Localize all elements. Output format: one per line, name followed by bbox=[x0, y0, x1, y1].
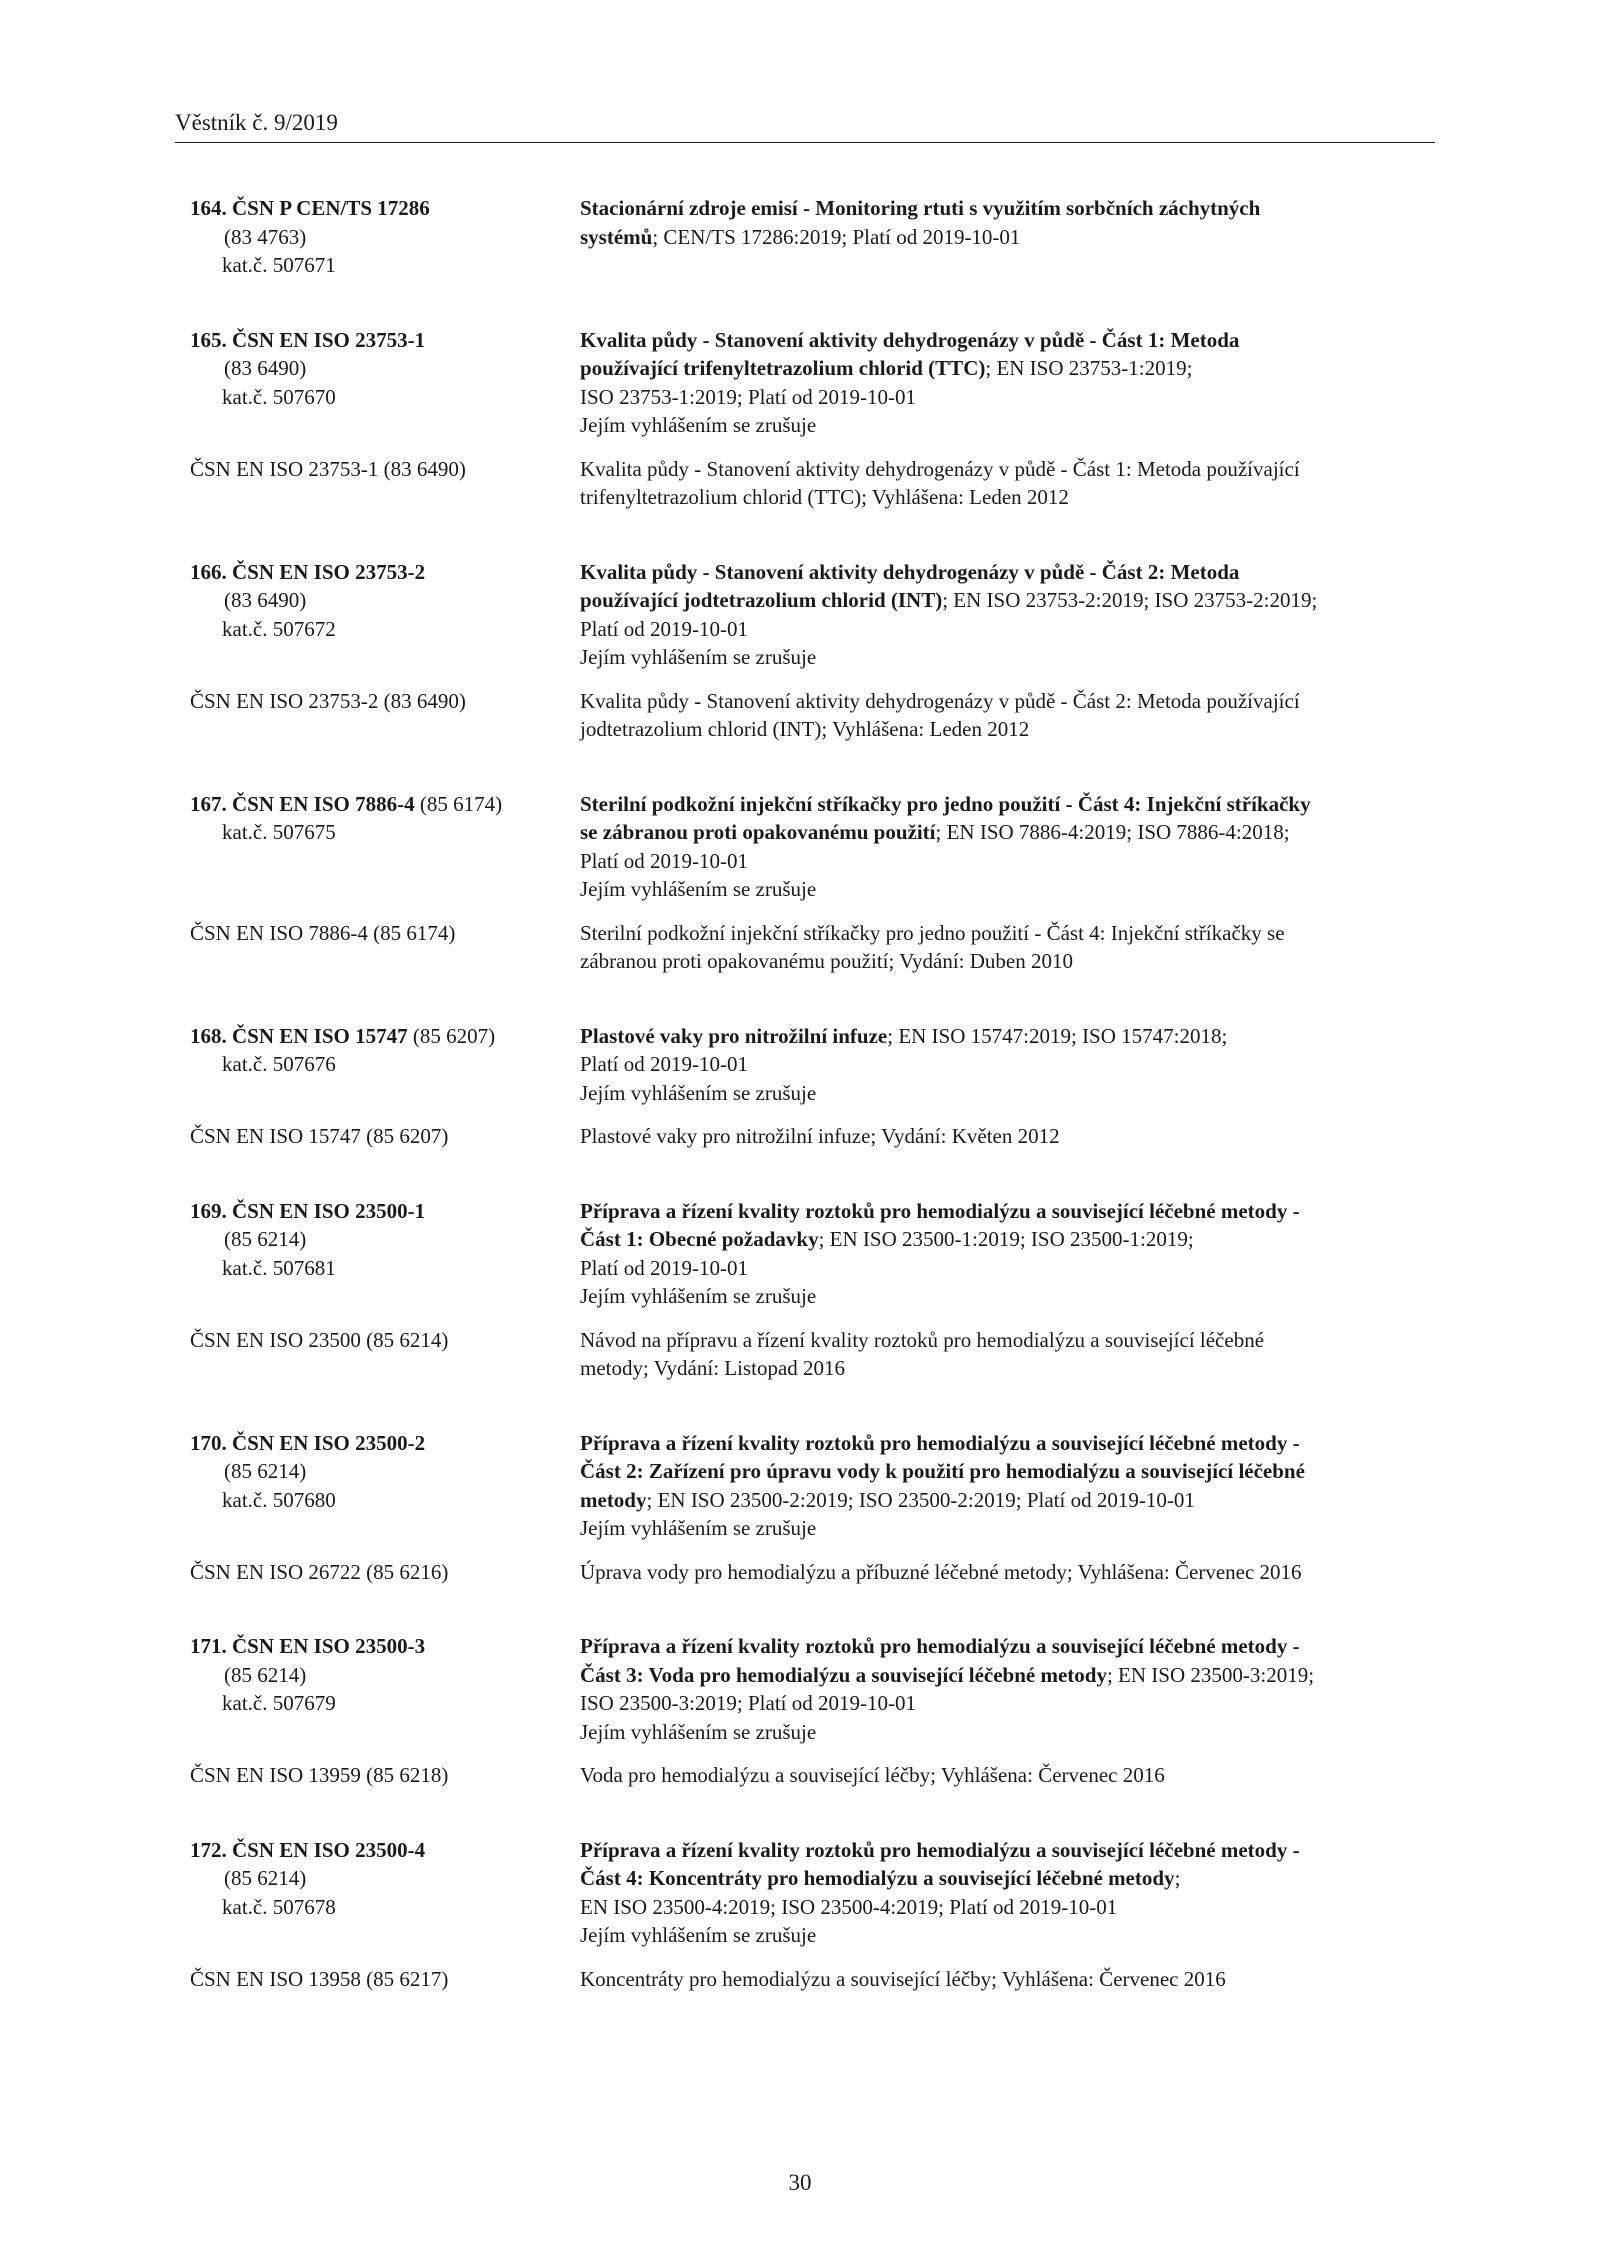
standards-list bbox=[190, 194, 1435, 2039]
designation-text: (85 6214) bbox=[224, 1662, 307, 1687]
designation-line bbox=[190, 1661, 580, 1690]
designation-text: 168. ČSN EN ISO 15747 bbox=[190, 1023, 408, 1048]
description-line bbox=[580, 326, 1435, 355]
designation-line bbox=[190, 1225, 580, 1254]
standard-description bbox=[580, 558, 1435, 672]
description-line bbox=[580, 818, 1435, 847]
replaced-standard-row bbox=[190, 1122, 1435, 1151]
designation-line bbox=[190, 790, 580, 819]
replaced-standard-row bbox=[190, 1761, 1435, 1790]
standard-designation bbox=[190, 1197, 580, 1311]
description-line bbox=[580, 354, 1435, 383]
standard-entry bbox=[190, 1632, 1435, 1790]
description-text: ISO 23500-3:2019; Platí od 2019-10-01 bbox=[580, 1691, 916, 1715]
description-line bbox=[580, 1661, 1435, 1690]
replaced-standard-description: Úprava vody pro hemodialýzu a příbuzné léčebné metody; Vyhlášena: Červenec 2016 bbox=[580, 1559, 1302, 1584]
description-text: Část 4: Koncentráty pro hemodialýzu a související léčebné metody bbox=[580, 1866, 1175, 1890]
standard-description bbox=[580, 790, 1435, 904]
description-text: ; EN ISO 23753-2:2019; ISO 23753-2:2019; bbox=[942, 588, 1318, 612]
designation-line bbox=[190, 818, 580, 847]
designation-line bbox=[190, 1864, 580, 1893]
description-text: Jejím vyhlášením se zrušuje bbox=[580, 1516, 817, 1540]
entry-main-row bbox=[190, 558, 1435, 672]
description-line bbox=[580, 1254, 1435, 1283]
designation-text: 167. ČSN EN ISO 7886-4 bbox=[190, 791, 415, 816]
replaced-standard-designation: ČSN EN ISO 23500 (85 6214) bbox=[190, 1327, 449, 1352]
standard-designation bbox=[190, 1429, 580, 1543]
description-text: Platí od 2019-10-01 bbox=[580, 1255, 748, 1280]
entry-main-row bbox=[190, 790, 1435, 904]
description-line bbox=[580, 1632, 1435, 1661]
description-text: ; bbox=[1174, 1866, 1181, 1890]
standard-designation bbox=[190, 326, 580, 440]
designation-line bbox=[190, 586, 580, 615]
designation-line bbox=[190, 223, 580, 252]
description-text: Platí od 2019-10-01 bbox=[580, 1052, 748, 1076]
replaced-standard-designation: ČSN EN ISO 26722 (85 6216) bbox=[190, 1559, 449, 1584]
description-text: Jejím vyhlášením se zrušuje bbox=[580, 645, 817, 669]
designation-text: kat.č. 507672 bbox=[222, 616, 336, 641]
designation-line bbox=[190, 1893, 580, 1922]
standard-description bbox=[580, 194, 1435, 280]
description-line bbox=[580, 875, 1435, 904]
description-line bbox=[580, 1864, 1435, 1893]
standard-designation bbox=[190, 1836, 580, 1950]
description-text: ; EN ISO 23753-1:2019; bbox=[985, 356, 1193, 380]
description-text: používající jodtetrazolium chlorid (INT) bbox=[580, 588, 943, 612]
entry-main-row bbox=[190, 1197, 1435, 1311]
description-text: Kvalita půdy - Stanovení aktivity dehydrogenázy v půdě - Část 1: Metoda bbox=[580, 327, 1240, 352]
designation-text: (83 4763) bbox=[224, 224, 307, 249]
replaced-standard-description: zábranou proti opakovanému použití; Vydání: Duben 2010 bbox=[580, 949, 1074, 973]
designation-text: 165. ČSN EN ISO 23753-1 bbox=[190, 327, 426, 352]
description-text: Příprava a řízení kvality roztoků pro hemodialýzu a související léčebné metody - bbox=[580, 1198, 1300, 1223]
description-text: Sterilní podkožní injekční stříkačky pro jedno použití - Část 4: Injekční stříkačky bbox=[580, 791, 1311, 816]
designation-text: (85 6174) bbox=[414, 791, 503, 816]
standard-description bbox=[580, 1632, 1435, 1746]
standard-entry bbox=[190, 194, 1435, 280]
description-text: Kvalita půdy - Stanovení aktivity dehydrogenázy v půdě - Část 2: Metoda bbox=[580, 559, 1240, 584]
designation-text: 170. ČSN EN ISO 23500-2 bbox=[190, 1430, 426, 1455]
designation-text: kat.č. 507670 bbox=[222, 384, 336, 409]
replaced-standard-designation: ČSN EN ISO 13958 (85 6217) bbox=[190, 1966, 449, 1991]
description-text: Jejím vyhlášením se zrušuje bbox=[580, 1719, 817, 1744]
designation-line bbox=[190, 354, 580, 383]
description-line bbox=[580, 1514, 1435, 1543]
designation-text: (85 6214) bbox=[224, 1866, 307, 1890]
standard-entry bbox=[190, 326, 1435, 512]
description-line bbox=[580, 1225, 1435, 1254]
description-line bbox=[580, 194, 1435, 223]
designation-line bbox=[190, 1050, 580, 1079]
description-line bbox=[580, 1689, 1435, 1718]
description-text: Jejím vyhlášením se zrušuje bbox=[580, 877, 817, 901]
designation-line bbox=[190, 1632, 580, 1661]
description-text: Jejím vyhlášením se zrušuje bbox=[580, 1080, 817, 1105]
replaced-standard-row bbox=[190, 455, 1435, 512]
description-line bbox=[580, 223, 1435, 252]
description-text: Jejím vyhlášením se zrušuje bbox=[580, 1923, 817, 1947]
designation-line bbox=[190, 251, 580, 280]
standard-description bbox=[580, 1197, 1435, 1311]
description-line bbox=[580, 1050, 1435, 1079]
description-text: ; EN ISO 15747:2019; ISO 15747:2018; bbox=[887, 1023, 1228, 1048]
standard-description bbox=[580, 1429, 1435, 1543]
description-text: ; EN ISO 7886-4:2019; ISO 7886-4:2018; bbox=[935, 820, 1290, 844]
designation-line bbox=[190, 194, 580, 223]
description-text: Příprava a řízení kvality roztoků pro hemodialýzu a související léčebné metody - bbox=[580, 1837, 1300, 1862]
replaced-standard-designation: ČSN EN ISO 13959 (85 6218) bbox=[190, 1763, 449, 1787]
description-text: Část 2: Zařízení pro úpravu vody k použití pro hemodialýzu a související léčebné bbox=[580, 1459, 1305, 1483]
standard-designation bbox=[190, 790, 580, 904]
designation-text: (85 6207) bbox=[407, 1023, 496, 1048]
description-line bbox=[580, 558, 1435, 587]
standard-entry bbox=[190, 1022, 1435, 1151]
description-line bbox=[580, 1079, 1435, 1108]
standard-entry bbox=[190, 1197, 1435, 1383]
replaced-standard-row bbox=[190, 919, 1435, 976]
entry-main-row bbox=[190, 326, 1435, 440]
designation-line bbox=[190, 1254, 580, 1283]
replaced-standard-description: Návod na přípravu a řízení kvality roztoků pro hemodialýzu a související léčebné bbox=[580, 1327, 1265, 1352]
designation-text: kat.č. 507679 bbox=[222, 1691, 336, 1715]
description-line bbox=[580, 790, 1435, 819]
description-text: se zábranou proti opakovanému použití bbox=[580, 820, 936, 844]
entry-main-row bbox=[190, 1836, 1435, 1950]
replaced-standard-description: jodtetrazolium chlorid (INT); Vyhlášena: Leden 2012 bbox=[580, 717, 1030, 741]
description-text: ; CEN/TS 17286:2019; Platí od 2019-10-01 bbox=[652, 224, 1021, 249]
description-text: Jejím vyhlášením se zrušuje bbox=[580, 413, 817, 437]
description-text: Příprava a řízení kvality roztoků pro hemodialýzu a související léčebné metody - bbox=[580, 1634, 1300, 1658]
description-line bbox=[580, 1921, 1435, 1950]
replaced-standard-designation: ČSN EN ISO 7886-4 (85 6174) bbox=[190, 920, 456, 945]
replaced-standard-description: Sterilní podkožní injekční stříkačky pro jedno použití - Část 4: Injekční stříkačky se bbox=[580, 920, 1285, 945]
standard-description bbox=[580, 1022, 1435, 1108]
standard-designation bbox=[190, 194, 580, 280]
description-line bbox=[580, 643, 1435, 672]
designation-line bbox=[190, 1197, 580, 1226]
description-line bbox=[580, 1486, 1435, 1515]
description-line bbox=[580, 411, 1435, 440]
designation-text: 164. ČSN P CEN/TS 17286 bbox=[190, 196, 430, 220]
standard-designation bbox=[190, 558, 580, 672]
designation-text: 166. ČSN EN ISO 23753-2 bbox=[190, 559, 426, 584]
description-line bbox=[580, 847, 1435, 876]
designation-text: 172. ČSN EN ISO 23500-4 bbox=[190, 1837, 426, 1862]
description-line bbox=[580, 1457, 1435, 1486]
description-line bbox=[580, 383, 1435, 412]
description-text: Stacionární zdroje emisí - Monitoring rtuti s využitím sorbčních záchytných bbox=[580, 196, 1261, 220]
description-line bbox=[580, 1282, 1435, 1311]
description-line bbox=[580, 615, 1435, 644]
page-header bbox=[175, 108, 1435, 143]
page-number: 30 bbox=[788, 2170, 812, 2195]
designation-line bbox=[190, 1486, 580, 1515]
journal-title: Věstník č. 9/2019 bbox=[175, 110, 338, 135]
replaced-standard-designation: ČSN EN ISO 23753-2 (83 6490) bbox=[190, 688, 466, 713]
replaced-standard-row bbox=[190, 1558, 1435, 1587]
standard-entry bbox=[190, 558, 1435, 744]
standard-designation bbox=[190, 1022, 580, 1108]
description-line bbox=[580, 1893, 1435, 1922]
designation-line bbox=[190, 1836, 580, 1865]
description-text: Platí od 2019-10-01 bbox=[580, 616, 748, 641]
description-text: ; EN ISO 23500-2:2019; ISO 23500-2:2019; Platí od 2019-10-01 bbox=[646, 1487, 1195, 1512]
entry-main-row bbox=[190, 1429, 1435, 1543]
description-line bbox=[580, 1197, 1435, 1226]
designation-text: (85 6214) bbox=[224, 1227, 307, 1251]
replaced-standard-description: Plastové vaky pro nitrožilní infuze; Vydání: Květen 2012 bbox=[580, 1124, 1060, 1148]
standard-entry bbox=[190, 1836, 1435, 1994]
replaced-standard-designation: ČSN EN ISO 15747 (85 6207) bbox=[190, 1124, 449, 1148]
designation-line bbox=[190, 1457, 580, 1486]
designation-line bbox=[190, 1022, 580, 1051]
description-line bbox=[580, 586, 1435, 615]
replaced-standard-row bbox=[190, 1326, 1435, 1383]
designation-text: (85 6214) bbox=[224, 1459, 307, 1483]
description-text: ; EN ISO 23500-3:2019; bbox=[1106, 1662, 1315, 1687]
designation-line bbox=[190, 326, 580, 355]
replaced-standard-description: Voda pro hemodialýzu a související léčby; Vyhlášena: Červenec 2016 bbox=[580, 1763, 1165, 1787]
description-text: Část 1: Obecné požadavky bbox=[580, 1227, 819, 1251]
replaced-standard-row bbox=[190, 1965, 1435, 1994]
entry-main-row bbox=[190, 1022, 1435, 1108]
designation-text: kat.č. 507671 bbox=[222, 253, 336, 277]
description-text: metody bbox=[580, 1487, 647, 1512]
designation-text: (83 6490) bbox=[224, 588, 307, 612]
description-text: používající trifenyltetrazolium chlorid (TTC) bbox=[580, 356, 986, 380]
designation-text: (83 6490) bbox=[224, 356, 307, 380]
designation-text: kat.č. 507681 bbox=[222, 1255, 336, 1280]
description-line bbox=[580, 1429, 1435, 1458]
description-text: systémů bbox=[580, 224, 653, 249]
standard-description bbox=[580, 1836, 1435, 1950]
description-text: Příprava a řízení kvality roztoků pro hemodialýzu a související léčebné metody - bbox=[580, 1430, 1300, 1455]
description-text: Část 3: Voda pro hemodialýzu a související léčebné metody bbox=[580, 1662, 1107, 1687]
description-line bbox=[580, 1718, 1435, 1747]
entry-main-row bbox=[190, 194, 1435, 280]
replaced-standard-description: Kvalita půdy - Stanovení aktivity dehydrogenázy v půdě - Část 1: Metoda používající bbox=[580, 456, 1300, 481]
designation-line bbox=[190, 558, 580, 587]
designation-text: kat.č. 507676 bbox=[222, 1052, 336, 1076]
description-line bbox=[580, 1022, 1435, 1051]
designation-line bbox=[190, 383, 580, 412]
description-text: EN ISO 23500-4:2019; ISO 23500-4:2019; Platí od 2019-10-01 bbox=[580, 1894, 1118, 1919]
designation-text: 169. ČSN EN ISO 23500-1 bbox=[190, 1198, 426, 1223]
replaced-standard-description: Kvalita půdy - Stanovení aktivity dehydrogenázy v půdě - Část 2: Metoda používající bbox=[580, 688, 1300, 713]
description-text: Plastové vaky pro nitrožilní infuze bbox=[580, 1023, 888, 1048]
description-text: Jejím vyhlášením se zrušuje bbox=[580, 1284, 817, 1308]
standard-entry bbox=[190, 790, 1435, 976]
designation-line bbox=[190, 615, 580, 644]
designation-text: kat.č. 507675 bbox=[222, 820, 336, 844]
description-text: ISO 23753-1:2019; Platí od 2019-10-01 bbox=[580, 384, 916, 409]
designation-text: 171. ČSN EN ISO 23500-3 bbox=[190, 1634, 426, 1658]
designation-line bbox=[190, 1689, 580, 1718]
replaced-standard-description: Koncentráty pro hemodialýzu a související léčby; Vyhlášena: Červenec 2016 bbox=[580, 1966, 1226, 1991]
standard-entry bbox=[190, 1429, 1435, 1587]
description-text: ; EN ISO 23500-1:2019; ISO 23500-1:2019; bbox=[818, 1227, 1194, 1251]
designation-text: kat.č. 507680 bbox=[222, 1487, 336, 1512]
replaced-standard-row bbox=[190, 687, 1435, 744]
standard-designation bbox=[190, 1632, 580, 1746]
replaced-standard-designation: ČSN EN ISO 23753-1 (83 6490) bbox=[190, 456, 466, 481]
designation-line bbox=[190, 1429, 580, 1458]
replaced-standard-description: metody; Vydání: Listopad 2016 bbox=[580, 1356, 846, 1380]
description-text: Platí od 2019-10-01 bbox=[580, 848, 748, 873]
replaced-standard-description: trifenyltetrazolium chlorid (TTC); Vyhlášena: Leden 2012 bbox=[580, 485, 1069, 509]
entry-main-row bbox=[190, 1632, 1435, 1746]
designation-text: kat.č. 507678 bbox=[222, 1894, 336, 1919]
standard-description bbox=[580, 326, 1435, 440]
description-line bbox=[580, 1836, 1435, 1865]
